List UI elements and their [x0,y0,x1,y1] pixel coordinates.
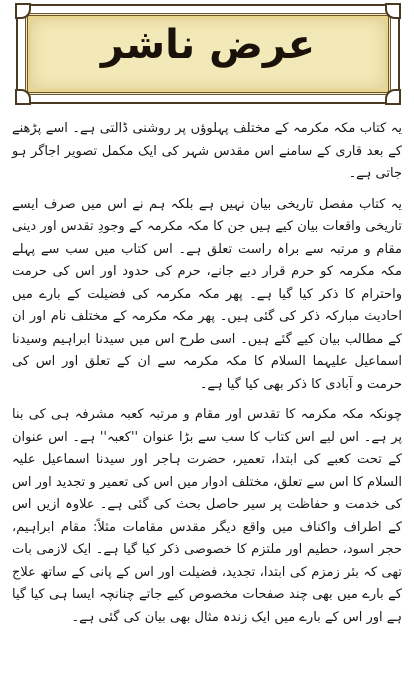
page-title: عرض ناشر [100,22,316,68]
body-text [12,118,402,637]
frame-corner-ornament [385,89,401,105]
paragraph: یہ کتاب مکہ مکرمہ کے مختلف پہلوؤں پر روشنی ڈالتی ہے۔ اسے پڑھنے کے بعد قاری کے سامنے اس مقدس شہر کی ایک مکمل تصویر اجاگر ہو جاتی ہے۔ [12,121,402,181]
paragraph: چونکہ مکہ مکرمہ کا تقدس اور مقام و مرتبہ کعبہ مشرفہ ہی کی بنا پر ہے۔ اس لیے اس کتاب کا سب سے بڑا عنوان ''کعبہ'' ہے۔ اس عنوان کے تحت کعبے کی ابتدا، تعمیر، حضرت ہاجر اور سیدنا اسماعیل علیہ السلام کا اس سے تعلق، مختلف ادوار میں اس کی تعمیر و تجدید اور اس کی خدمت و حفاظت پر سیر حاصل بحث کی گئی ہے۔ علاوہ ازیں اس کے اطراف واکناف میں واقع دیگر مقدس مقامات مثلاً: مقام ابراہیم، حجر اسود، حطیم اور ملتزم کا خصوصی ذکر کیا گیا ہے۔ ایک لازمی بات تھی کہ بئر زمزم کی ابتدا، تجدید، فضیلت اور اس کے پانی کے ساتھ علاج کے بارے میں بھی چند صفحات مخصوص کیے جاتے چنانچہ ایسا ہی کیا گیا ہے اور اس کے بارے میں ایک زندہ مثال بھی بیان کی گئی ہے۔ [12,407,402,625]
paragraph: یہ کتاب مفصل تاریخی بیان نہیں ہے بلکہ ہم نے اس میں صرف ایسے تاریخی واقعات بیان کیے ہیں جن کا مکہ مکرمہ کے وجودِ تقدس اور دینی مقام و مرتبہ سے براہ راست تعلق ہے۔ اس کتاب میں سب سے پہلے مکہ مکرمہ کو حرم قرار دیے جانے، حرم کی حدود اور اس کی حرمت واحترام کا ذکر کیا گیا ہے۔ پھر مکہ مکرمہ کی فضیلت کے بارے میں احادیث مبارکہ ذکر کی گئی ہیں۔ پھر مکہ مکرمہ کے مختلف نام اور ان کے مطالب بیان کیے گئے ہیں۔ اسی طرح اس میں سیدنا ابراہیم وسیدنا اسماعیل علیہما السلام کا مکہ مکرمہ سے ان کے تعلق اور اس کی حرمت و آبادی کا ذکر بھی کیا گیا ہے۔ [12,196,402,392]
title-frame [16,4,400,104]
